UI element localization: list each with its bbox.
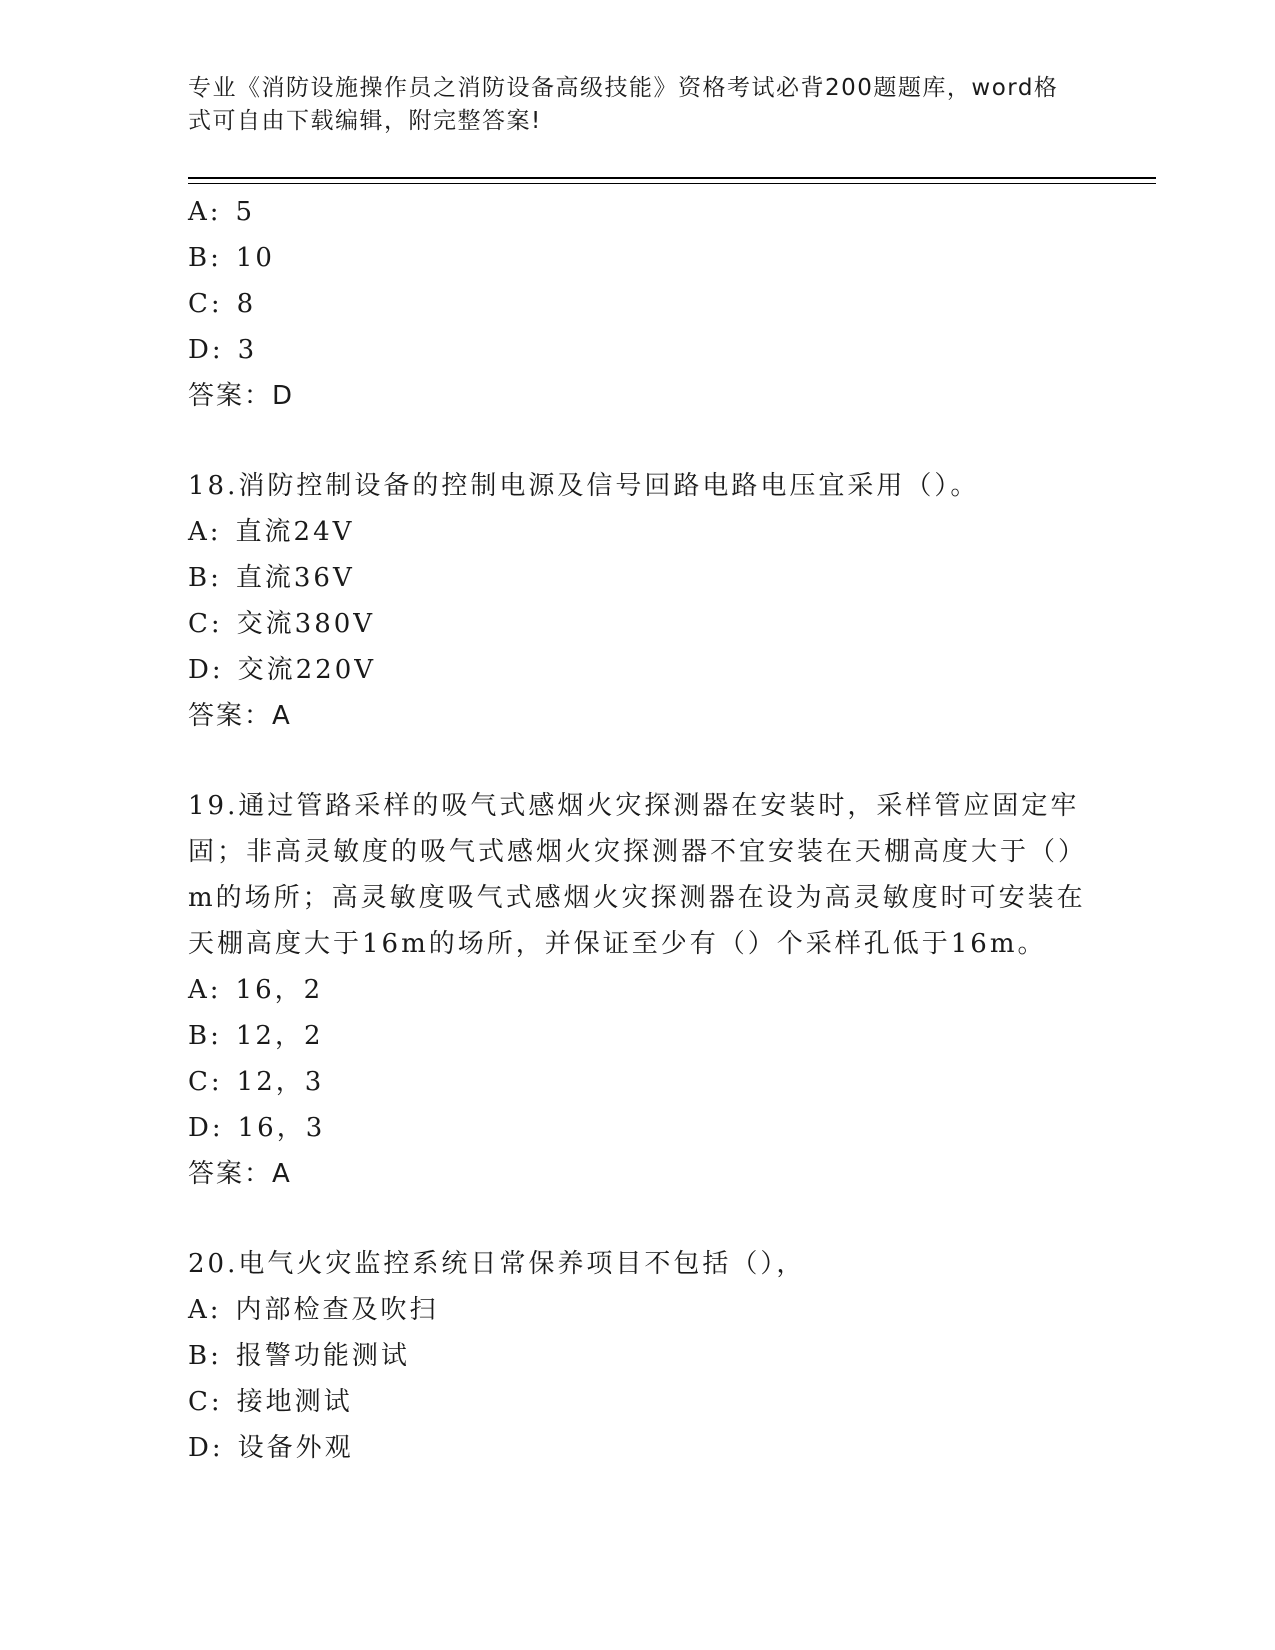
question-20: [188, 1241, 1088, 1471]
question-17: [188, 189, 1088, 419]
option-a: A: 16，2: [188, 975, 324, 1005]
option-c: C: 8: [188, 289, 257, 319]
option-b: B: 12，2: [188, 1021, 324, 1051]
header-rule-thick: [188, 177, 1156, 179]
option-d: D: 设备外观: [188, 1433, 354, 1463]
option-c: C: 12，3: [188, 1067, 325, 1097]
option-b: B: 10: [188, 243, 275, 273]
question-18: [188, 463, 1088, 739]
option-b: B: 报警功能测试: [188, 1341, 410, 1371]
answer-label: 答案：D: [188, 381, 295, 411]
option-d: D: 3: [188, 335, 258, 365]
document-header: 专业《消防设施操作员之消防设备高级技能》资格考试必背200题题库，word格式可自由下载编辑，附完整答案!: [188, 75, 1059, 134]
option-d: D: 交流220V: [188, 655, 377, 685]
option-b: B: 直流36V: [188, 563, 355, 593]
option-c: C: 交流380V: [188, 609, 376, 639]
question-list: [188, 189, 1088, 1471]
question-stem: 20.电气火灾监控系统日常保养项目不包括（），: [188, 1249, 806, 1279]
option-a: A: 直流24V: [188, 517, 355, 547]
answer-label: 答案：A: [188, 701, 292, 731]
question-stem: 19.通过管路采样的吸气式感烟火灾探测器在安装时，采样管应固定牢固；非高灵敏度的吸气式感烟火灾探测器不宜安装在天棚高度大于（）m的场所；高灵敏度吸气式感烟火灾探测器在设为高灵敏度时可安装在天棚高度大于16m的场所，并保证至少有（）个采样孔低于16m。: [188, 791, 1088, 959]
question-19: [188, 783, 1088, 1197]
answer-label: 答案：A: [188, 1159, 292, 1189]
option-c: C: 接地测试: [188, 1387, 353, 1417]
option-d: D: 16，3: [188, 1113, 326, 1143]
option-a: A: 5: [188, 197, 256, 227]
option-a: A: 内部检查及吹扫: [188, 1295, 439, 1325]
question-stem: 18.消防控制设备的控制电源及信号回路电路电压宜采用（）。: [188, 471, 980, 501]
header-rule-thin: [188, 183, 1156, 184]
